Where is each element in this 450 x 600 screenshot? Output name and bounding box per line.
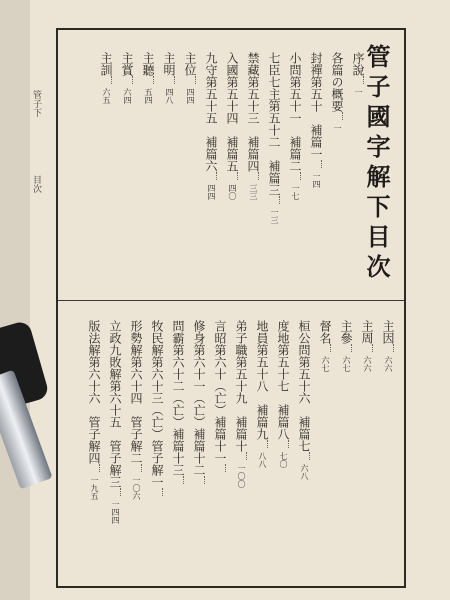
page-number: 六八 <box>300 464 309 480</box>
leader-dots <box>237 172 238 180</box>
leader-dots <box>300 172 301 180</box>
page-number: 六六 <box>363 356 372 372</box>
entry-title: 七臣七主第五十二 補篇三 <box>267 52 281 196</box>
page-number: 一三 <box>270 208 279 224</box>
entry-title: 主位 <box>183 52 197 76</box>
page-number: 六六 <box>384 356 393 372</box>
entry-title: 主因 <box>381 320 395 344</box>
page-number: 六七 <box>321 356 330 372</box>
page-number: 一〇〇 <box>237 464 246 488</box>
entry-title: 主聽 <box>141 52 155 76</box>
leader-dots <box>162 488 163 496</box>
entry-title: 問霸第六十二（亡）補篇十三 <box>171 320 185 476</box>
leader-dots <box>342 112 343 120</box>
upper-entry <box>352 52 364 282</box>
upper-entry <box>331 52 343 282</box>
page-number: 七〇 <box>279 452 288 468</box>
leader-dots <box>216 172 217 180</box>
page-number: 五四 <box>144 88 153 104</box>
entry-title: 督名 <box>318 320 332 344</box>
page-number: 六五 <box>102 88 111 104</box>
leader-dots <box>330 344 331 352</box>
lower-entry <box>193 320 205 570</box>
leader-dots <box>183 476 184 484</box>
lower-entry <box>256 320 268 570</box>
page-number: 四四 <box>186 88 195 104</box>
lower-entry <box>151 320 163 570</box>
page-number: 六四 <box>123 88 132 104</box>
lower-entry <box>277 320 289 570</box>
entry-title: 主周 <box>360 320 374 344</box>
leader-dots <box>153 76 154 84</box>
leader-dots <box>204 476 205 484</box>
lower-entry <box>340 320 352 570</box>
entry-title: 主參 <box>339 320 353 344</box>
leader-dots <box>225 464 226 472</box>
lower-entry <box>109 320 121 570</box>
lower-entry <box>319 320 331 570</box>
entry-title: 修身第六十一（亡）補篇十二 <box>192 320 206 476</box>
entry-title: 桓公問第五十六 補篇七 <box>297 320 311 452</box>
divider <box>58 300 404 301</box>
leader-dots <box>372 344 373 352</box>
running-title: 管子下 <box>31 90 41 117</box>
lower-entry <box>88 320 100 570</box>
leader-dots <box>141 464 142 472</box>
page-number: 一 <box>333 124 342 132</box>
leader-dots <box>99 464 100 472</box>
lower-entry <box>298 320 310 570</box>
upper-entry <box>310 52 322 282</box>
entry-title: 主賞 <box>120 52 134 76</box>
page-number: 一 <box>354 88 363 96</box>
page-number: 一四四 <box>111 500 120 524</box>
lower-entry <box>130 320 142 570</box>
page-number: 四四 <box>207 184 216 200</box>
upper-entry <box>142 52 154 282</box>
leader-dots <box>279 196 280 204</box>
leader-dots <box>132 76 133 84</box>
leader-dots <box>246 452 247 460</box>
entry-title: 弟子職第五十九 補篇十 <box>234 320 248 452</box>
leader-dots <box>174 76 175 84</box>
leader-dots <box>111 76 112 84</box>
entry-title: 版法解第六十六 管子解四 <box>87 320 101 464</box>
entry-title: 度地第五十七 補篇八 <box>276 320 290 440</box>
leader-dots <box>258 172 259 180</box>
page-number: 六七 <box>342 356 351 372</box>
page-number: 八八 <box>258 452 267 468</box>
left-margin <box>0 0 30 600</box>
page-number: 三三 <box>249 184 258 200</box>
lower-entry <box>382 320 394 570</box>
entry-title: 入國第五十四 補篇五 <box>225 52 239 172</box>
entry-title: 序說 <box>351 52 365 76</box>
leader-dots <box>363 76 364 84</box>
leader-dots <box>195 76 196 84</box>
page-number: 四八 <box>165 88 174 104</box>
page-number: 四〇 <box>228 184 237 200</box>
upper-entry <box>205 52 217 282</box>
leader-dots <box>288 440 289 448</box>
entry-title: 九守第五十五 補篇六 <box>204 52 218 172</box>
upper-entry <box>268 52 280 282</box>
entry-title: 言昭第六十（亡）補篇十一 <box>213 320 227 464</box>
upper-entry <box>184 52 196 282</box>
entry-title: 形勢解第六十四 管子解二 <box>129 320 143 464</box>
leader-dots <box>120 488 121 496</box>
running-label: 目次 <box>31 175 41 193</box>
page-number: 一九五 <box>90 476 99 500</box>
lower-entry <box>235 320 247 570</box>
upper-entry <box>289 52 301 282</box>
leader-dots <box>267 440 268 448</box>
leader-dots <box>321 160 322 168</box>
toc-frame <box>56 28 406 588</box>
entry-title: 主訓 <box>99 52 113 76</box>
upper-entry <box>226 52 238 282</box>
entry-title: 立政九敗解第六十五 管子解三 <box>108 320 122 488</box>
lower-entry <box>172 320 184 570</box>
entry-title: 牧民解第六十三（亡）管子解一 <box>150 320 164 488</box>
entry-title: 各篇の概要 <box>330 52 344 112</box>
upper-entry <box>121 52 133 282</box>
entry-title: 小問第五十一 補篇二 <box>288 52 302 172</box>
upper-entry <box>247 52 259 282</box>
upper-entry <box>163 52 175 282</box>
page-number: 一〇六 <box>132 476 141 500</box>
entry-title: 禁藏第五十三 補篇四 <box>246 52 260 172</box>
lower-entry <box>214 320 226 570</box>
lower-entry <box>361 320 373 570</box>
page-title: 管子國字解下目次 <box>362 44 391 284</box>
entry-title: 地員第五十八 補篇九 <box>255 320 269 440</box>
entry-title: 主明 <box>162 52 176 76</box>
entry-title: 封禪第五十 補篇一 <box>309 52 323 160</box>
upper-entry <box>100 52 112 282</box>
page-number: 一四 <box>312 172 321 188</box>
leader-dots <box>393 344 394 352</box>
page-number: 一七 <box>291 184 300 200</box>
leader-dots <box>309 452 310 460</box>
leader-dots <box>351 344 352 352</box>
